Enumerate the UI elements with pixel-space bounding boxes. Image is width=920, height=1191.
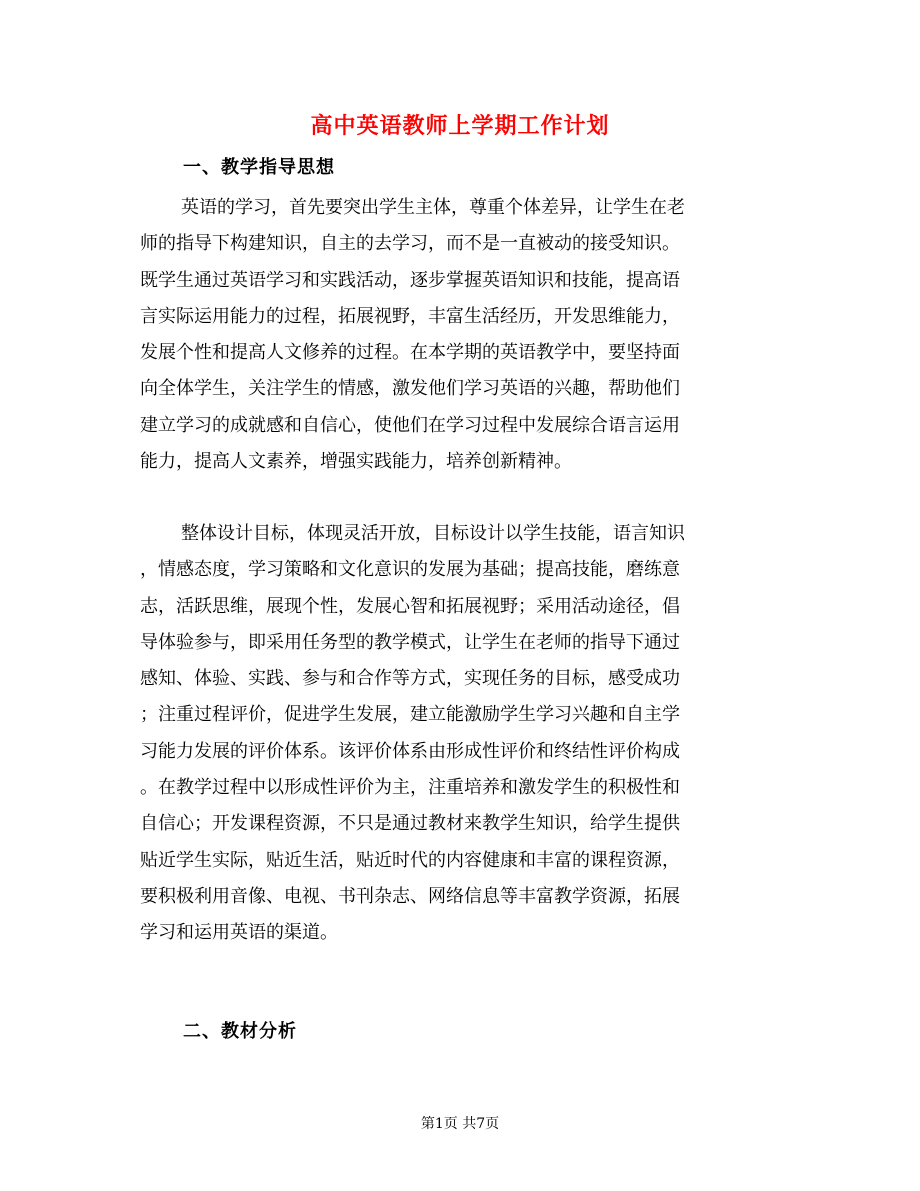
paragraph-line: 。在教学过程中以形成性评价为主，注重培养和激发学生的积极性和 [140, 777, 680, 799]
paragraph-2 [140, 516, 780, 952]
section-heading-textbook-analysis: 二、教材分析 [183, 1021, 297, 1042]
paragraph-line: 英语的学习，首先要突出学生主体，尊重个体差异，让学生在老 [181, 197, 685, 218]
paragraph-line: 导体验参与，即采用任务型的教学模式，让学生在老师的指导下通过 [140, 631, 680, 653]
paragraph-line: 既学生通过英语学习和实践活动，逐步掌握英语知识和技能，提高语 [140, 269, 680, 291]
paragraph-line: 向全体学生，关注学生的情感，激发他们学习英语的兴趣，帮助他们 [140, 378, 680, 400]
paragraph-line: 学习和运用英语的渠道。 [140, 922, 338, 944]
section-heading-teaching-philosophy: 一、教学指导思想 [183, 157, 335, 178]
paragraph-line: 志，活跃思维，展现个性，发展心智和拓展视野；采用活动途径，倡 [140, 595, 680, 617]
paragraph-line: ，情感态度，学习策略和文化意识的发展为基础；提高技能，磨练意 [140, 559, 680, 581]
paragraph-line: 自信心；开发课程资源，不只是通过教材来教学生知识，给学生提供 [140, 813, 680, 835]
paragraph-line: 感知、体验、实践、参与和合作等方式，实现任务的目标，感受成功 [140, 668, 680, 690]
paragraph-line: 要积极利用音像、电视、书刊杂志、网络信息等丰富教学资源，拓展 [140, 885, 680, 907]
paragraph-line: 师的指导下构建知识，自主的去学习，而不是一直被动的接受知识。 [140, 233, 680, 255]
paragraph-line: 整体设计目标，体现灵活开放，目标设计以学生技能，语言知识 [181, 523, 685, 544]
paragraph-line: 言实际运用能力的过程，拓展视野，丰富生活经历，开发思维能力， [140, 305, 680, 327]
paragraph-line: 习能力发展的评价体系。该评价体系由形成性评价和终结性评价构成 [140, 740, 680, 762]
page-number-footer: 第1页 共7页 [420, 1116, 500, 1132]
paragraph-line: ；注重过程评价，促进学生发展，建立能激励学生学习兴趣和自主学 [140, 704, 680, 726]
document-title: 高中英语教师上学期工作计划 [310, 113, 610, 139]
paragraph-line: 贴近学生实际，贴近生活，贴近时代的内容健康和丰富的课程资源， [140, 849, 680, 871]
paragraph-line: 发展个性和提高人文修养的过程。在本学期的英语教学中，要坚持面 [140, 342, 680, 364]
paragraph-line: 建立学习的成就感和自信心，使他们在学习过程中发展综合语言运用 [140, 414, 680, 436]
paragraph-1 [140, 190, 780, 480]
paragraph-line: 能力，提高人文素养，增强实践能力，培养创新精神。 [140, 451, 572, 473]
